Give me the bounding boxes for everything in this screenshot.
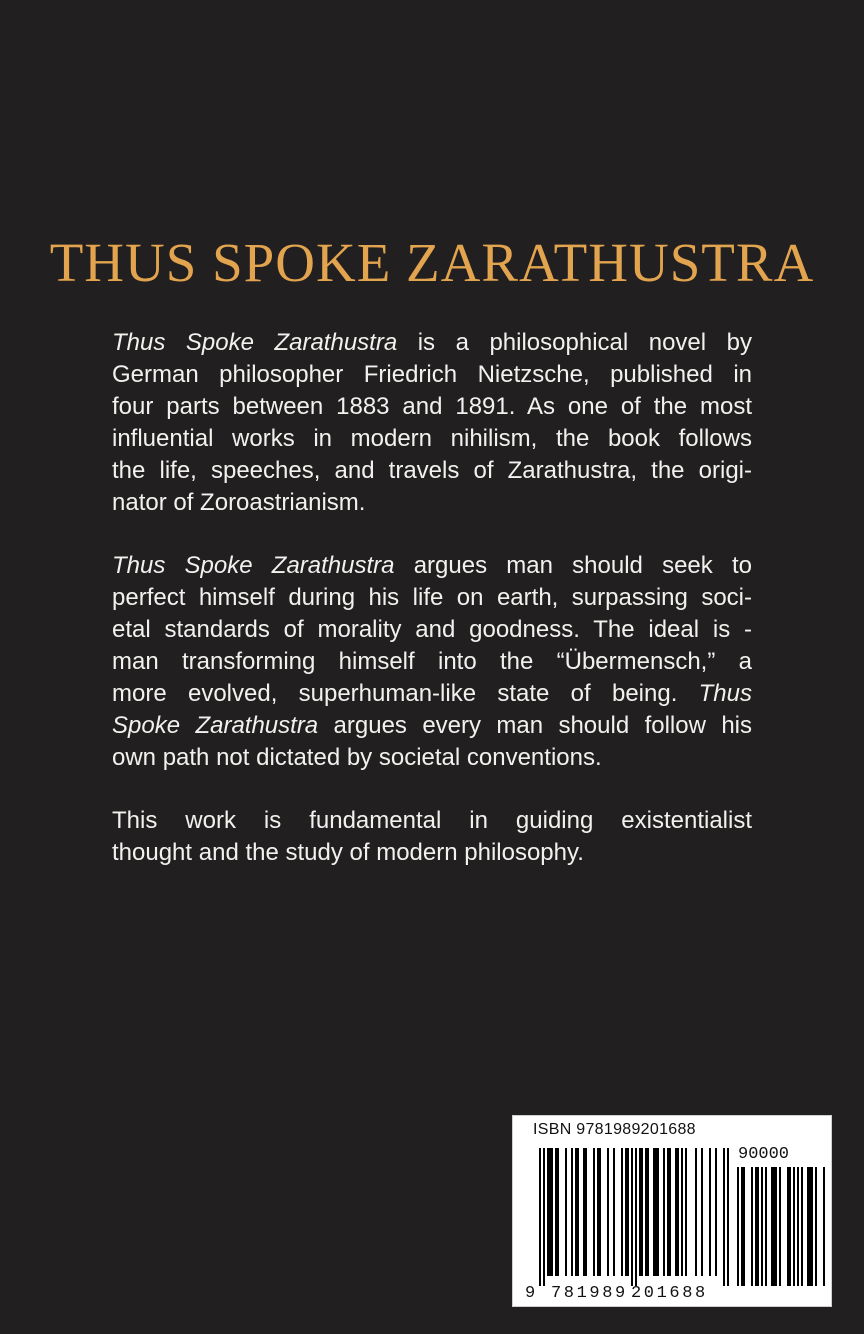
barcode-bar bbox=[657, 1148, 659, 1276]
barcode-bar bbox=[555, 1148, 557, 1276]
blurb-text: four parts between 1883 and 1891. As one of the most bbox=[112, 393, 752, 420]
barcode-bar bbox=[635, 1148, 637, 1286]
blurb-text: thought and the study of modern philosophy. bbox=[112, 839, 584, 866]
blurb-line bbox=[112, 582, 752, 614]
blurb-text: argues every man should follow his bbox=[318, 712, 752, 739]
addon-bar bbox=[737, 1167, 739, 1286]
italic-book-title: Thus Spoke Zarathustra bbox=[112, 552, 395, 579]
barcode-bar bbox=[625, 1148, 627, 1276]
barcode-bar bbox=[653, 1148, 655, 1276]
blurb-paragraph bbox=[112, 327, 752, 519]
barcode-bar bbox=[631, 1148, 633, 1286]
book-title: THUS SPOKE ZARATHUSTRA bbox=[49, 232, 815, 293]
barcode-bar bbox=[543, 1148, 545, 1286]
addon-bar bbox=[801, 1167, 803, 1286]
barcode-bar bbox=[607, 1148, 609, 1276]
addon-bar bbox=[765, 1167, 767, 1286]
barcode-bar bbox=[675, 1148, 677, 1276]
blurb-line bbox=[112, 391, 752, 423]
addon-bar bbox=[815, 1167, 817, 1286]
blurb-line bbox=[112, 614, 752, 646]
addon-bar bbox=[741, 1167, 743, 1286]
addon-bar bbox=[789, 1167, 791, 1286]
price-addon-barcode bbox=[735, 1167, 825, 1286]
barcode-bar bbox=[627, 1148, 629, 1276]
blurb-text: the life, speeches, and travels of Zarathustra, the origi- bbox=[112, 457, 752, 484]
barcode-bar bbox=[575, 1148, 577, 1276]
addon-bar bbox=[787, 1167, 789, 1286]
addon-bar bbox=[751, 1167, 753, 1286]
barcode-bar bbox=[701, 1148, 703, 1276]
addon-bar bbox=[797, 1167, 799, 1286]
blurb-line bbox=[112, 805, 752, 837]
barcode-bar bbox=[681, 1148, 683, 1276]
book-blurb bbox=[112, 327, 752, 869]
barcode-bar bbox=[539, 1148, 541, 1286]
barcode-bar bbox=[621, 1148, 623, 1276]
barcode-bar bbox=[557, 1148, 559, 1276]
barcode-bar bbox=[571, 1148, 573, 1276]
blurb-text: man transforming himself into the “Übermensch,” a bbox=[112, 648, 752, 675]
ean13-barcode bbox=[539, 1148, 729, 1286]
barcode-digits-left: 781989 bbox=[551, 1284, 628, 1303]
barcode-bar bbox=[647, 1148, 649, 1276]
italic-book-title: Spoke Zarathustra bbox=[112, 712, 319, 739]
blurb-line bbox=[112, 678, 752, 710]
blurb-text: argues man should seek to bbox=[394, 552, 752, 579]
barcode-bar bbox=[641, 1148, 643, 1276]
barcode-bar bbox=[645, 1148, 647, 1276]
barcode-bar bbox=[663, 1148, 665, 1276]
blurb-line bbox=[112, 455, 752, 487]
blurb-line bbox=[112, 837, 752, 869]
barcode-bar bbox=[709, 1148, 711, 1276]
addon-bar bbox=[779, 1167, 781, 1286]
barcode-bar bbox=[549, 1148, 551, 1276]
blurb-text: own path not dictated by societal conventions. bbox=[112, 744, 602, 771]
barcode-bar bbox=[585, 1148, 587, 1276]
italic-book-title: Thus bbox=[698, 680, 752, 707]
barcode-bar bbox=[593, 1148, 595, 1276]
blurb-text: perfect himself during his life on earth, surpassing soci- bbox=[112, 584, 752, 611]
paragraph-gap bbox=[112, 774, 752, 805]
blurb-line bbox=[112, 327, 752, 359]
addon-bar bbox=[823, 1167, 825, 1286]
blurb-text: nator of Zoroastrianism. bbox=[112, 489, 366, 516]
barcode-digit-first: 9 bbox=[525, 1284, 536, 1303]
blurb-text: influential works in modern nihilism, the book follows bbox=[112, 425, 752, 452]
addon-bar bbox=[793, 1167, 795, 1286]
addon-bar bbox=[743, 1167, 745, 1286]
barcode-bar bbox=[613, 1148, 615, 1276]
barcode-bar bbox=[695, 1148, 697, 1276]
barcode-bar bbox=[715, 1148, 717, 1276]
addon-bar bbox=[761, 1167, 763, 1286]
barcode-bar bbox=[677, 1148, 679, 1276]
barcode-bar bbox=[583, 1148, 585, 1276]
addon-bar bbox=[773, 1167, 775, 1286]
blurb-text: is a philosophical novel by bbox=[397, 329, 752, 356]
price-code: 90000 bbox=[738, 1145, 790, 1164]
barcode-bar bbox=[685, 1148, 687, 1276]
blurb-paragraph bbox=[112, 805, 752, 869]
blurb-text: This work is fundamental in guiding existentialist bbox=[112, 807, 752, 834]
blurb-line bbox=[112, 742, 752, 774]
addon-bar bbox=[809, 1167, 811, 1286]
barcode-bar bbox=[727, 1148, 729, 1286]
blurb-text: more evolved, superhuman-like state of being. bbox=[112, 680, 699, 707]
addon-bar bbox=[811, 1167, 813, 1286]
barcode-bar bbox=[655, 1148, 657, 1276]
barcode-bar bbox=[639, 1148, 641, 1276]
blurb-line bbox=[112, 423, 752, 455]
blurb-paragraph bbox=[112, 550, 752, 774]
blurb-line bbox=[112, 550, 752, 582]
barcode-bar bbox=[551, 1148, 553, 1276]
blurb-text: German philosopher Friedrich Nietzsche, published in bbox=[112, 361, 752, 388]
barcode-bar bbox=[565, 1148, 567, 1276]
barcode-bar bbox=[599, 1148, 601, 1276]
barcode-bar bbox=[667, 1148, 669, 1276]
blurb-line bbox=[112, 646, 752, 678]
addon-bar bbox=[757, 1167, 759, 1286]
blurb-line bbox=[112, 710, 752, 742]
barcode-bar bbox=[669, 1148, 671, 1276]
blurb-line bbox=[112, 487, 752, 519]
italic-book-title: Thus Spoke Zarathustra bbox=[112, 329, 398, 356]
paragraph-gap bbox=[112, 519, 752, 550]
barcode-bar bbox=[597, 1148, 599, 1276]
blurb-line bbox=[112, 359, 752, 391]
barcode-digits-right: 201688 bbox=[631, 1284, 708, 1303]
isbn-label: ISBN 9781989201688 bbox=[533, 1121, 696, 1138]
addon-bar bbox=[755, 1167, 757, 1286]
blurb-text: etal standards of morality and goodness. The ideal is - bbox=[112, 616, 752, 643]
addon-bar bbox=[807, 1167, 809, 1286]
addon-bar bbox=[775, 1167, 777, 1286]
isbn-barcode-block bbox=[512, 1115, 832, 1307]
barcode-bar bbox=[547, 1148, 549, 1276]
barcode-bar bbox=[723, 1148, 725, 1286]
addon-bar bbox=[771, 1167, 773, 1286]
barcode-bar bbox=[577, 1148, 579, 1276]
